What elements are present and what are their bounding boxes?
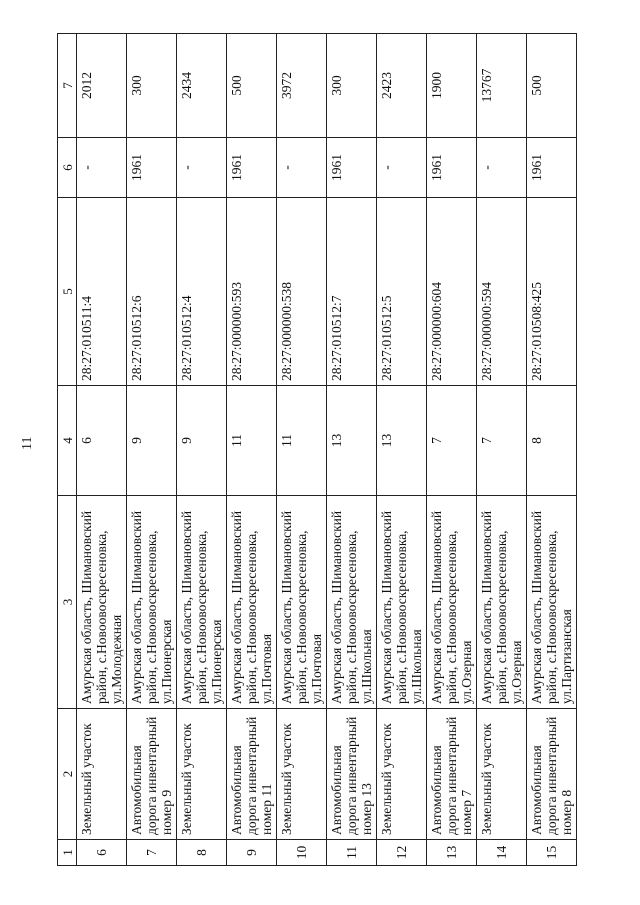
year-built: - [377, 138, 427, 198]
house-number: 11 [227, 386, 277, 496]
house-number: 7 [477, 386, 527, 496]
row-number: 6 [77, 840, 127, 866]
object-name: Земельный участок [277, 709, 327, 840]
cadastral-number: 28:27:010512:6 [127, 198, 177, 386]
page-number: 11 [20, 436, 35, 450]
house-number: 13 [377, 386, 427, 496]
year-built: 1961 [127, 138, 177, 198]
object-name: Автомобильная дорога инвентарный номер 11 [227, 709, 277, 840]
area-value: 13767 [477, 34, 527, 138]
object-name: Земельный участок [177, 709, 227, 840]
cadastral-number: 28:27:010508:425 [527, 198, 577, 386]
cadastral-number: 28:27:010511:4 [77, 198, 127, 386]
row-number: 7 [127, 840, 177, 866]
table-row [327, 34, 377, 866]
object-address: Амурская область, Шимановский район, с.Новоовоскресеновка, ул.Школьная [327, 496, 377, 709]
object-address: Амурская область, Шимановский район, с.Новоовоскресеновка, ул.Школьная [377, 496, 427, 709]
cadastral-number: 28:27:000000:538 [277, 198, 327, 386]
object-address: Амурская область, Шимановский район, с.Новоовоскресеновка, ул.Почтовая [277, 496, 327, 709]
column-header: 7 [58, 34, 77, 138]
house-number: 11 [277, 386, 327, 496]
house-number: 9 [127, 386, 177, 496]
year-built: - [77, 138, 127, 198]
area-value: 3972 [277, 34, 327, 138]
area-value: 500 [227, 34, 277, 138]
table-row [477, 34, 527, 866]
row-number: 9 [227, 840, 277, 866]
object-address: Амурская область, Шимановский район, с.Новоовоскресеновка, ул.Озерная [427, 496, 477, 709]
cadastral-number: 28:27:010512:7 [327, 198, 377, 386]
cadastral-number: 28:27:000000:604 [427, 198, 477, 386]
column-header: 1 [58, 840, 77, 866]
object-name: Автомобильная дорога инвентарный номер 9 [127, 709, 177, 840]
row-number: 14 [477, 840, 527, 866]
cadastral-number: 28:27:010512:4 [177, 198, 227, 386]
column-header: 5 [58, 198, 77, 386]
object-address: Амурская область, Шимановский район, с.Новоовоскресеновка, ул.Партизанская [527, 496, 577, 709]
cadastral-number: 28:27:010512:5 [377, 198, 427, 386]
area-value: 500 [527, 34, 577, 138]
object-address: Амурская область, Шимановский район, с.Новоовоскресеновка, ул.Почтовая [227, 496, 277, 709]
area-value: 2423 [377, 34, 427, 138]
column-header: 6 [58, 138, 77, 198]
area-value: 300 [327, 34, 377, 138]
table-row [177, 34, 227, 866]
table-row [527, 34, 577, 866]
object-address: Амурская область, Шимановский район, с.Новоовоскресеновка, ул.Пионерская [127, 496, 177, 709]
cadastral-number: 28:27:000000:594 [477, 198, 527, 386]
object-address: Амурская область, Шимановский район, с.Новоовоскресеновка, ул.Пионерская [177, 496, 227, 709]
table-row [377, 34, 427, 866]
column-header: 2 [58, 709, 77, 840]
cadastral-number: 28:27:000000:593 [227, 198, 277, 386]
area-value: 2434 [177, 34, 227, 138]
year-built: 1961 [327, 138, 377, 198]
year-built: - [177, 138, 227, 198]
row-number: 15 [527, 840, 577, 866]
row-number: 8 [177, 840, 227, 866]
area-value: 2012 [77, 34, 127, 138]
table-row [77, 34, 127, 866]
object-name: Земельный участок [77, 709, 127, 840]
year-built: 1961 [527, 138, 577, 198]
rotated-table-container [57, 34, 577, 866]
table-row [127, 34, 177, 866]
object-name: Автомобильная дорога инвентарный номер 8 [527, 709, 577, 840]
object-name: Земельный участок [477, 709, 527, 840]
table-row [427, 34, 477, 866]
house-number: 7 [427, 386, 477, 496]
row-number: 12 [377, 840, 427, 866]
table-row [277, 34, 327, 866]
year-built: - [277, 138, 327, 198]
row-number: 10 [277, 840, 327, 866]
row-number: 13 [427, 840, 477, 866]
table-row [227, 34, 277, 866]
column-header: 3 [58, 496, 77, 709]
column-number-row [58, 34, 77, 866]
object-address: Амурская область, Шимановский район, с.Новоовоскресеновка, ул.Озерная [477, 496, 527, 709]
area-value: 1900 [427, 34, 477, 138]
object-name: Автомобильная дорога инвентарный номер 13 [327, 709, 377, 840]
area-value: 300 [127, 34, 177, 138]
year-built: 1961 [427, 138, 477, 198]
year-built: 1961 [227, 138, 277, 198]
house-number: 6 [77, 386, 127, 496]
object-address: Амурская область, Шимановский район, с.Новоовоскресеновка, ул.Молодежная [77, 496, 127, 709]
object-name: Земельный участок [377, 709, 427, 840]
object-name: Автомобильная дорога инвентарный номер 7 [427, 709, 477, 840]
house-number: 13 [327, 386, 377, 496]
year-built: - [477, 138, 527, 198]
column-header: 4 [58, 386, 77, 496]
house-number: 9 [177, 386, 227, 496]
row-number: 11 [327, 840, 377, 866]
property-table [57, 33, 577, 866]
house-number: 8 [527, 386, 577, 496]
